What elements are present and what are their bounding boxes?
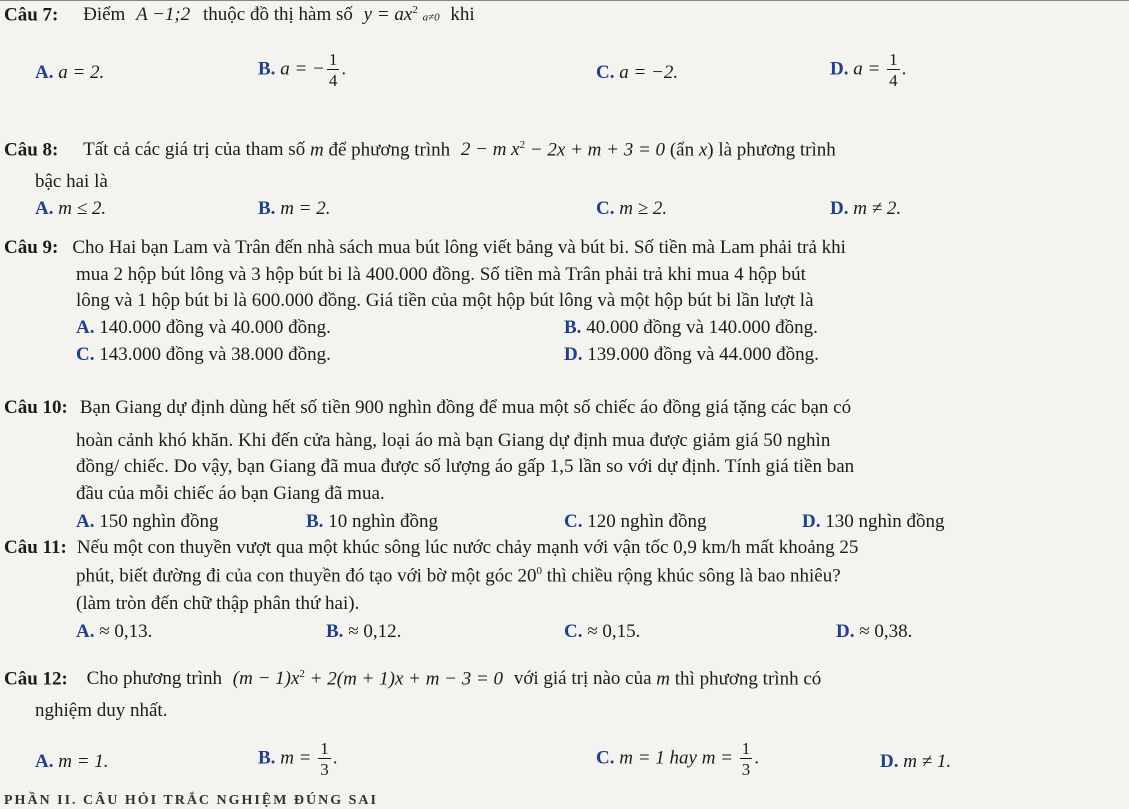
q7-func: y = ax <box>363 4 413 26</box>
q10-text: Bạn Giang dự định dùng hết số tiền 900 nghìn đồng để mua một số chiếc áo đồng giá tặng các bạn có <box>79 397 852 418</box>
option-text: 10 nghìn đồng <box>328 511 438 532</box>
option-key: B. <box>564 317 582 338</box>
q9-label: Câu 9: <box>4 237 59 258</box>
option-text: ≈ 0,13. <box>99 621 153 642</box>
option-text: ≈ 0,38. <box>859 621 913 642</box>
q12-label: Câu 12: <box>4 668 68 690</box>
q10-option-a[interactable] <box>76 512 219 531</box>
option-text: a = 2. <box>58 62 105 83</box>
q9-line-1 <box>4 238 846 257</box>
option-key: A. <box>76 621 95 642</box>
q12-stem <box>4 669 821 688</box>
fraction <box>318 740 331 778</box>
q12-var: m <box>656 668 671 690</box>
q12-eq-b: + 2(m + 1)x + m − 3 = 0 <box>304 668 504 690</box>
option-key: C. <box>564 621 583 642</box>
q8-eq-b: − 2x + m + 3 = 0 <box>525 139 666 161</box>
q12-option-a[interactable] <box>35 752 109 771</box>
q12-eq-a: (m − 1)x <box>232 668 300 690</box>
option-text: m ≤ 2. <box>58 198 107 219</box>
option-key: B. <box>306 511 324 532</box>
option-key: B. <box>258 58 276 80</box>
option-key: B. <box>258 198 276 219</box>
q8-label: Câu 8: <box>4 139 59 161</box>
option-key: A. <box>35 198 54 219</box>
q9-line-2: mua 2 hộp bút lông và 3 hộp bút bi là 400.000 đồng. Số tiền mà Trân phải trả khi mua 4 hộp bút <box>76 264 806 285</box>
option-text: m = 1 hay m = <box>619 747 738 769</box>
option-key: D. <box>836 621 855 642</box>
fraction-den: 4 <box>889 71 898 90</box>
option-text: m = 2. <box>280 198 331 219</box>
q12-option-c[interactable] <box>596 740 759 778</box>
q10-option-c[interactable] <box>564 512 707 531</box>
q11-line-1 <box>4 538 858 557</box>
q7-option-c[interactable] <box>596 63 678 82</box>
q8-text-d: ) là phương trình <box>707 139 836 161</box>
option-text: ≈ 0,15. <box>587 621 641 642</box>
q11-label: Câu 11: <box>4 537 67 558</box>
q12-text-c: thì phương trình có <box>674 668 822 690</box>
q8-option-a[interactable] <box>35 199 106 218</box>
option-key: A. <box>35 62 54 83</box>
option-key: D. <box>564 344 583 365</box>
q10-line-1 <box>4 398 851 417</box>
q9-text: Cho Hai bạn Lam và Trân đến nhà sách mua bút lông viết bảng và bút bi. Số tiền mà Lam phải trả khi <box>72 237 846 258</box>
q8-option-b[interactable] <box>258 199 330 218</box>
q11-option-a[interactable] <box>76 622 152 641</box>
q7-stem <box>4 5 475 24</box>
option-text: 139.000 đồng và 44.000 đồng. <box>587 344 819 365</box>
option-key: A. <box>35 751 54 772</box>
q8-text-c: (ẩn <box>669 139 695 161</box>
q10-line-2: hoàn cảnh khó khăn. Khi đến cửa hàng, loại áo mà bạn Giang dự định mua được giảm giá 50 nghìn <box>76 430 831 451</box>
q7-text-a: Điểm <box>83 4 126 26</box>
q9-line-3: lông và 1 hộp bút bi là 600.000 đồng. Giá tiền của một hộp bút lông và một hộp bút bi lần lượt là <box>76 290 814 311</box>
q7-option-d[interactable] <box>830 51 906 89</box>
fraction-num: 1 <box>741 739 751 758</box>
fraction-num: 1 <box>320 739 329 758</box>
q8-eq-a: 2 − m x <box>460 139 520 161</box>
option-key: C. <box>596 62 615 83</box>
option-text: 140.000 đồng và 40.000 đồng. <box>99 317 331 338</box>
q12-option-b[interactable] <box>258 740 337 778</box>
fraction-den: 4 <box>328 71 338 90</box>
option-text: a = <box>853 58 886 80</box>
q9-option-b[interactable] <box>564 318 818 337</box>
q9-option-c[interactable] <box>76 345 331 364</box>
fraction <box>740 740 753 778</box>
q7-option-b[interactable] <box>258 51 346 89</box>
q11-degree-sup: 0 <box>536 565 542 577</box>
q11-line2-b: thì chiều rộng khúc sông là bao nhiêu? <box>541 565 841 587</box>
option-key: D. <box>802 511 821 532</box>
option-key: C. <box>76 344 95 365</box>
q11-line-3: (làm tròn đến chữ thập phân thứ hai). <box>76 593 360 614</box>
q11-option-c[interactable] <box>564 622 640 641</box>
fraction <box>327 51 340 89</box>
option-text: m = 1. <box>58 751 109 772</box>
option-text: a = − <box>280 58 325 80</box>
section-heading: PHẦN II. CÂU HỎI TRẮC NGHIỆM ĐÚNG SAI <box>4 793 378 808</box>
option-text: a = −2. <box>619 62 679 83</box>
q7-text-b: thuộc đồ thị hàm số <box>203 4 353 26</box>
q8-text-b: để phương trình <box>328 139 451 161</box>
q10-line-3: đồng/ chiếc. Do vậy, bạn Giang đã mua được số lượng áo gấp 1,5 lần so với dự định. Tính giá tiền ban <box>76 456 855 477</box>
q11-option-d[interactable] <box>836 622 912 641</box>
q8-var: m <box>309 139 324 161</box>
option-text: 120 nghìn đồng <box>587 511 707 532</box>
q10-option-d[interactable] <box>802 512 945 531</box>
q12-option-d[interactable] <box>880 752 951 771</box>
q8-option-c[interactable] <box>596 199 667 218</box>
q8-option-d[interactable] <box>830 199 901 218</box>
option-key: D. <box>830 58 849 80</box>
fraction <box>887 51 900 89</box>
q8-stem <box>4 140 836 159</box>
q7-func-sup: 2 <box>412 4 418 16</box>
q12-text-a: Cho phương trình <box>86 668 223 690</box>
q7-text-c: khi <box>450 4 475 26</box>
q7-option-a[interactable] <box>35 63 104 82</box>
option-key: D. <box>880 751 899 772</box>
fraction-num: 1 <box>889 50 898 69</box>
option-key: B. <box>326 621 344 642</box>
q8-eq-sup: 2 <box>519 139 526 151</box>
option-text: m ≠ 1. <box>903 751 952 772</box>
q11-text: Nếu một con thuyền vượt qua một khúc sông lúc nước chảy mạnh với vận tốc 0,9 km/h mất khoảng 25 <box>76 537 859 558</box>
option-key: D. <box>830 198 849 219</box>
q10-line-4: đầu của mỗi chiếc áo bạn Giang đã mua. <box>76 483 385 504</box>
option-text: 150 nghìn đồng <box>99 511 219 532</box>
option-key: A. <box>76 317 95 338</box>
q11-line2-a: phút, biết đường đi của con thuyền đó tạo với bờ một góc 20 <box>76 565 537 587</box>
q8-var2: x <box>698 139 708 161</box>
q10-option-b[interactable] <box>306 512 438 531</box>
option-key: B. <box>258 747 276 769</box>
option-key: A. <box>76 511 95 532</box>
option-text: m ≠ 2. <box>853 198 902 219</box>
fraction-den: 3 <box>320 760 329 779</box>
option-text: ≈ 0,12. <box>348 621 402 642</box>
option-post: . <box>332 747 338 769</box>
fraction-num: 1 <box>328 50 338 69</box>
q12-line2: nghiệm duy nhất. <box>35 700 168 721</box>
option-text: 40.000 đồng và 140.000 đồng. <box>586 317 818 338</box>
option-key: C. <box>596 198 615 219</box>
q9-option-a[interactable] <box>76 318 331 337</box>
q8-line2: bậc hai là <box>35 171 108 192</box>
option-text: 130 nghìn đồng <box>825 511 945 532</box>
q12-text-b: với giá trị nào của <box>513 668 652 690</box>
q12-eq-sup: 2 <box>299 668 305 680</box>
q11-option-b[interactable] <box>326 622 401 641</box>
option-text: m = <box>280 747 317 769</box>
option-text: m ≥ 2. <box>619 198 668 219</box>
option-text: 143.000 đồng và 38.000 đồng. <box>99 344 331 365</box>
option-post: . <box>901 58 907 80</box>
fraction-den: 3 <box>741 760 751 779</box>
option-key: C. <box>564 511 583 532</box>
q8-text-a: Tất cả các giá trị của tham số <box>83 139 306 161</box>
q10-label: Câu 10: <box>4 397 68 418</box>
q7-point: A −1;2 <box>136 4 191 26</box>
option-post: . <box>341 58 347 80</box>
top-rule <box>0 0 1129 1</box>
q11-line-2 <box>76 566 841 585</box>
option-key: C. <box>596 747 615 769</box>
q7-label: Câu 7: <box>4 4 59 26</box>
option-post: . <box>754 747 760 769</box>
q9-option-d[interactable] <box>564 345 819 364</box>
q7-func-cond: a≠0 <box>422 11 440 24</box>
